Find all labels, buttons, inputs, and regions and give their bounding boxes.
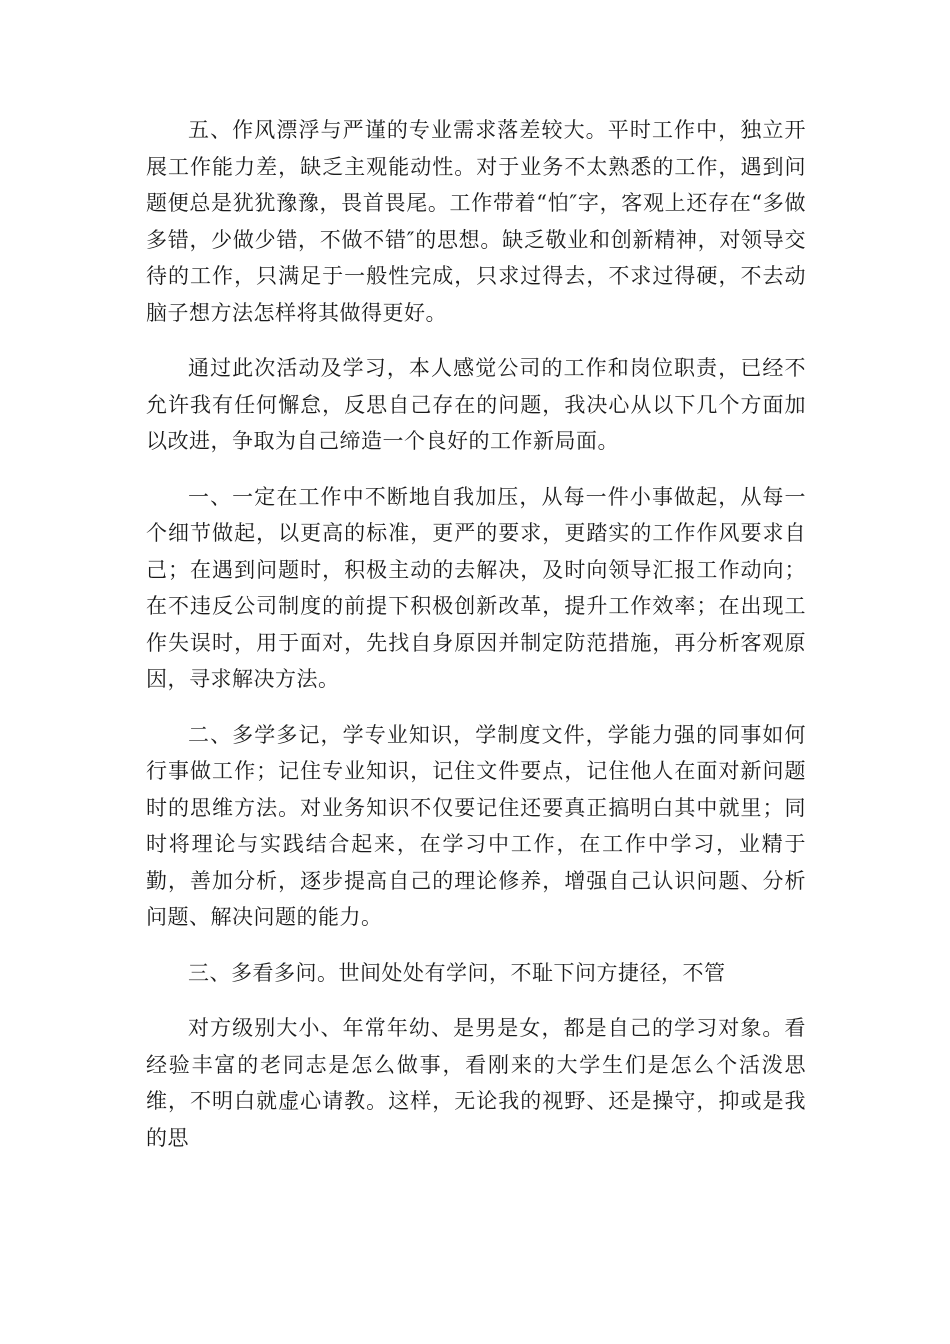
paragraph-reflection: 通过此次活动及学习，本人感觉公司的工作和岗位职责，已经不允许我有任何懈怠，反思自己存在的问题，我决心从以下几个方面加以改进，争取为自己缔造一个良好的工作新局面。 bbox=[146, 356, 806, 453]
paragraph-work-style: 五、作风漂浮与严谨的专业需求落差较大。平时工作中，独立开展工作能力差，缺乏主观能动性。对于业务不太熟悉的工作，遇到问题便总是犹犹豫豫，畏首畏尾。工作带着“怕″字，客观上还存在“多做多错，少做少错，不做不错″的思想。缺乏敬业和创新精神，对领导交待的工作，只满足于一般性完成，只求过得去，不求过得硬，不去动脑子想方法怎样将其做得更好。 bbox=[146, 118, 806, 325]
paragraph-improvement-one: 一、一定在工作中不断地自我加压，从每一件小事做起，从每一个细节做起，以更高的标准，更严的要求，更踏实的工作作风要求自己；在遇到问题时，积极主动的去解决，及时向领导汇报工作动向；在不违反公司制度的前提下积极创新改革，提升工作效率；在出现工作失误时，用于面对，先找自身原因并制定防范措施，再分析客观原因，寻求解决方法。 bbox=[146, 484, 806, 691]
paragraph-improvement-two: 二、多学多记，学专业知识，学制度文件，学能力强的同事如何行事做工作；记住专业知识，记住文件要点，记住他人在面对新问题时的思维方法。对业务知识不仅要记住还要真正搞明白其中就里；同时将理论与实践结合起来，在学习中工作，在工作中学习，业精于勤，善加分析，逐步提高自己的理论修养，增强自己认识问题、分析问题、解决问题的能力。 bbox=[146, 722, 806, 929]
paragraph-continuation: 对方级别大小、年常年幼、是男是女，都是自己的学习对象。看经验丰富的老同志是怎么做事，看刚来的大学生们是怎么个活泼思维，不明白就虚心请教。这样，无论我的视野、还是操守，抑或是我的思 bbox=[146, 1016, 806, 1150]
paragraph-improvement-three: 三、多看多问。世间处处有学问，不耻下问方捷径，不管 bbox=[188, 960, 726, 985]
document-body bbox=[146, 112, 806, 1175]
